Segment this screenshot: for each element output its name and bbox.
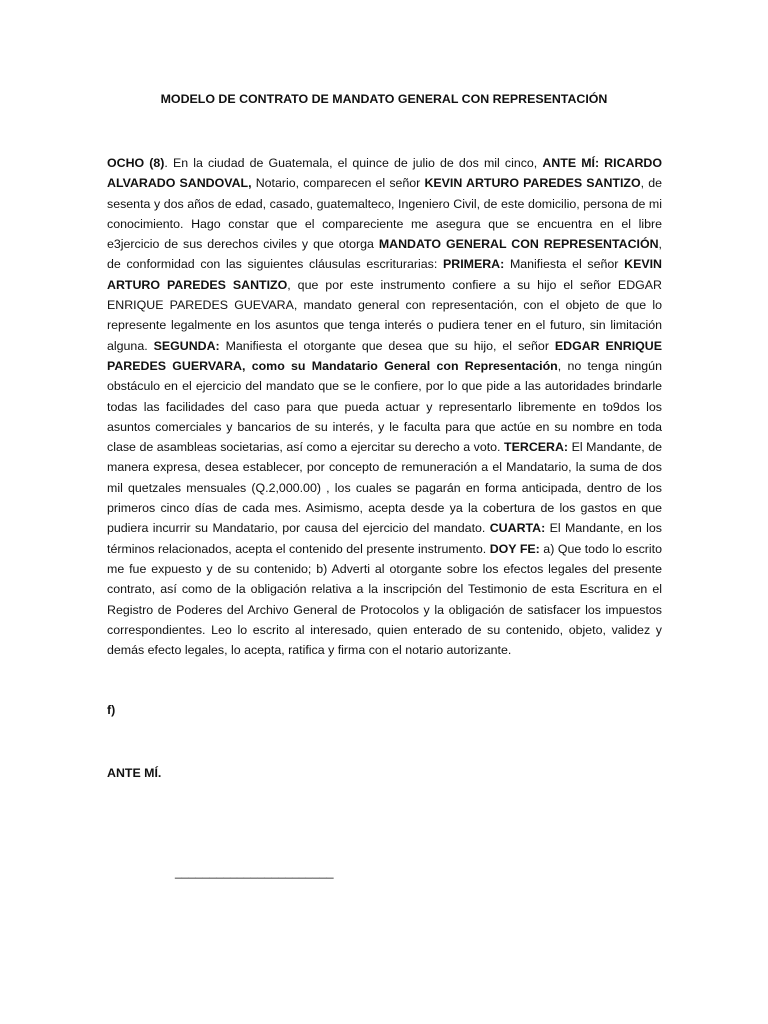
bold-text-run: SEGUNDA: xyxy=(153,338,220,353)
bold-text-run: CUARTA: xyxy=(489,521,546,536)
bold-text-run: DOY FE: xyxy=(489,541,540,556)
text-run: , de conformidad con las siguientes cláusulas escriturarias: xyxy=(107,237,662,272)
document-title: MODELO DE CONTRATO DE MANDATO GENERAL CON REPRESENTACIÓN xyxy=(160,92,608,106)
text-run: , de sesenta y dos años de edad, casado, guatemalteco, Ingeniero Civil, de este domicilio, persona de mi conocimiento. Hago constar que el compareciente me asegura que se encuentra en el libre e3jercicio de sus derechos civiles y que otorga xyxy=(107,176,662,252)
bold-text-run: EDGAR ENRIQUE PAREDES GUERVARA, xyxy=(107,338,662,373)
text-run: , que por este instrumento confiere a su hijo el señor EDGAR ENRIQUE PAREDES GUEVARA, mandato general con representación, con el objeto de que lo represente legalmente en los asuntos que tenga interés o pudiera tener en el futuro, sin limitación alguna. xyxy=(107,277,662,353)
text-run: a) Que todo lo escrito me fue expuesto y de su contenido; b) Adverti al otorgante sobre los efectos legales del presente contrato, así como de la obligación relativa a la inscripción del Testimonio de esta Escritura en el Registro de Poderes del Archivo General de Protocolos y la obligación de satisfacer los impuestos correspondientes. Leo lo escrito al interesado, quien enterado de su contenido, objeto, validez y demás efecto legales, lo acepta, ratifica y firma con el notario autorizante. xyxy=(107,541,662,658)
bold-text-run: PRIMERA: xyxy=(442,257,505,272)
text-run: Notario, comparecen el señor xyxy=(251,176,425,191)
signature-line: _______________________ xyxy=(175,865,334,879)
text-run: , no tenga ningún obstáculo en el ejercicio del mandato que se le confiere, por lo que pide a las autoridades brindarle todas las facilidades del caso para que pueda actuar y representarlo libremente en to9dos los asuntos comerciales y bancarios de su interés, y le faculta para que actúe en su nombre en toda clase de asambleas societarias, así como a ejercitar su derecho a voto. xyxy=(107,358,662,455)
bold-text-run: TERCERA: xyxy=(504,440,569,455)
bold-text-run: KEVIN ARTURO PAREDES SANTIZO xyxy=(424,176,641,191)
text-run: Manifiesta el señor xyxy=(504,257,625,272)
bold-text-run: KEVIN ARTURO PAREDES SANTIZO xyxy=(107,257,662,292)
bold-text-run: OCHO (8) xyxy=(107,156,165,170)
text-run: El Mandante, de manera expresa, desea establecer, por concepto de remuneración a el Mandatario, la suma de dos mil quetzales mensuales (Q.2,000.00) , los cuales se pagarán en forma anticipada, dentro de los primeros cinco días de cada mes. Asimismo, acepta desde ya la cobertura de los gastos en que pudiera incurrir su Mandatario, por causa del ejercicio del mandato. xyxy=(107,440,662,536)
signature-mark: f) xyxy=(107,703,116,717)
text-run: El Mandante, en los términos relacionados, acepta el contenido del presente instrumento. xyxy=(107,521,662,556)
contract-body-paragraph xyxy=(107,153,662,660)
bold-text-run: como su Mandatario General con Representación xyxy=(251,358,558,373)
ante-mi-label: ANTE MÍ. xyxy=(107,766,162,780)
bold-text-run: MANDATO GENERAL CON REPRESENTACIÓN xyxy=(378,237,659,252)
text-run: Manifiesta el otorgante que desea que su hijo, el señor xyxy=(219,338,555,353)
text-run: . En la ciudad de Guatemala, el quince de julio de dos mil cinco, xyxy=(164,156,543,170)
bold-text-run: ANTE MÍ: RICARDO ALVARADO SANDOVAL, xyxy=(107,156,663,191)
